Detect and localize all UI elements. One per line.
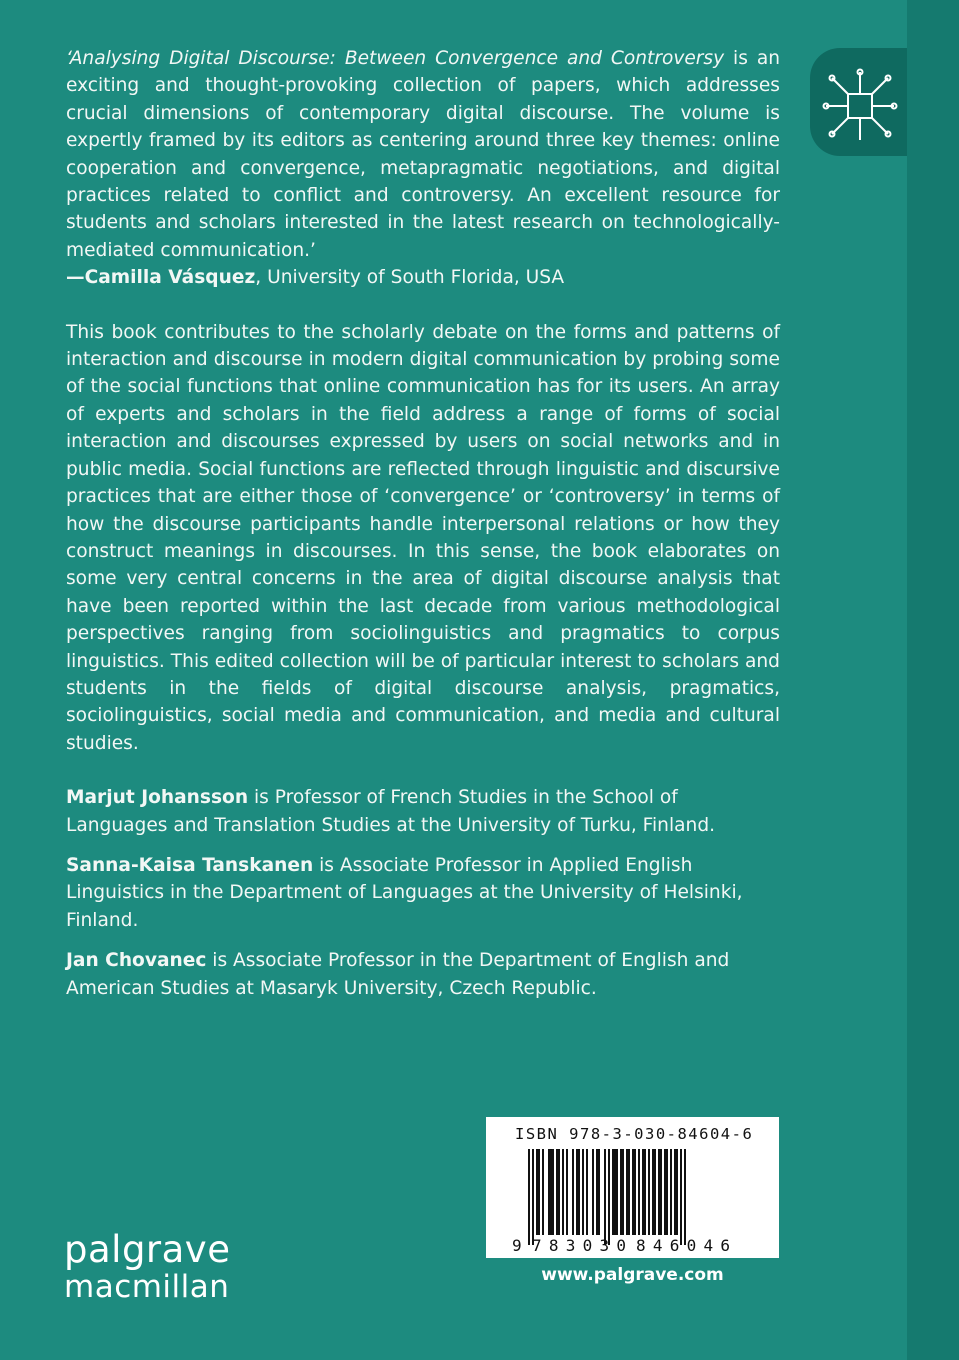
barcode-bar bbox=[528, 1149, 530, 1245]
publisher-url[interactable]: www.palgrave.com bbox=[541, 1265, 724, 1285]
barcode-bar bbox=[536, 1149, 540, 1235]
barcode-bar bbox=[620, 1149, 624, 1235]
barcode-bar bbox=[658, 1149, 662, 1235]
barcode-bar bbox=[612, 1149, 618, 1235]
barcode-bar bbox=[670, 1149, 672, 1235]
editor-name: Sanna-Kaisa Tanskanen bbox=[66, 854, 314, 876]
barcode-bar bbox=[566, 1149, 568, 1235]
quote-attribution bbox=[66, 264, 780, 291]
publisher-url-bar bbox=[486, 1256, 779, 1295]
barcode-bar bbox=[586, 1149, 588, 1235]
barcode-bar bbox=[638, 1149, 640, 1235]
barcode-bar bbox=[684, 1149, 686, 1245]
barcode-bar bbox=[674, 1149, 678, 1235]
barcode-bar bbox=[596, 1149, 600, 1235]
barcode-first-digit: 9 bbox=[512, 1236, 522, 1255]
barcode-left-digits: 783030 bbox=[532, 1236, 626, 1255]
editor-bio bbox=[66, 852, 780, 934]
barcode-bar bbox=[652, 1149, 656, 1235]
palgrave-network-icon bbox=[822, 68, 898, 144]
barcode-bar bbox=[632, 1149, 636, 1235]
barcode-bar bbox=[572, 1149, 574, 1235]
barcode-bar bbox=[582, 1149, 584, 1235]
barcode-bar bbox=[532, 1149, 534, 1245]
barcode-bar bbox=[592, 1149, 594, 1235]
barcode-bar bbox=[542, 1149, 544, 1235]
isbn-barcode bbox=[508, 1147, 758, 1255]
editor-bio-text: is Professor of French Studies in the School of Languages and Translation Studies at the University of Turku, Finland. bbox=[66, 787, 716, 836]
book-description: This book contributes to the scholarly debate on the forms and patterns of interaction and discourse in modern digital communication by probing some of the social functions that online communication has for its users. An array of experts and scholars in the field address a range of forms of social interaction and discourses expressed by users on social networks and in public media. Social functions are reflected through linguistic and discursive practices that are either those of ‘convergence’ or ‘controversy’ in terms of how the discourse participants handle interpersonal relations or how they construct meanings in discourses. In this sense, the book elaborates on some very central concerns in the area of digital discourse analysis that have been reported within the last decade from various methodological perspectives ranging from sociolinguistics and pragmatics to corpus linguistics. This edited collection will be of particular interest to scholars and students in the fields of digital discourse analysis, pragmatics, sociolinguistics, social media and communication, and media and cultural studies. bbox=[66, 321, 780, 754]
publisher-logo-box bbox=[810, 48, 907, 156]
barcode-bar bbox=[556, 1149, 560, 1235]
endorsement-quote bbox=[66, 45, 780, 264]
publisher-wordmark bbox=[64, 1230, 230, 1304]
publisher-name-line1: palgrave bbox=[64, 1228, 231, 1271]
barcode-panel bbox=[486, 1117, 779, 1295]
isbn-label: ISBN 978-3-030-84604-6 bbox=[515, 1125, 754, 1143]
back-cover-text bbox=[66, 45, 780, 1015]
barcode-bar bbox=[648, 1149, 650, 1235]
barcode-bar bbox=[576, 1149, 580, 1235]
barcode-bar bbox=[626, 1149, 630, 1235]
barcode-bar bbox=[664, 1149, 668, 1235]
editor-bio-text: is Associate Professor in Applied English Linguistics in the Department of Languages at the University of Helsinki, Finland. bbox=[66, 854, 743, 931]
barcode-bar bbox=[680, 1149, 682, 1245]
editor-name: Jan Chovanec bbox=[66, 950, 207, 972]
editor-bio bbox=[66, 784, 780, 839]
barcode-right-digits: 846046 bbox=[636, 1236, 730, 1255]
editor-bio-text: is Associate Professor in the Department of English and American Studies at Masaryk University, Czech Republic. bbox=[66, 950, 730, 999]
editor-bio bbox=[66, 947, 780, 1002]
quote-body: is an exciting and thought-provoking collection of papers, which addresses crucial dimensions of contemporary digital discourse. The volume is expertly framed by its editors as centering around three key themes: online cooperation and convergence, metapragmatic negotiations, and digital practices related to conflict and controversy. An excellent resource for students and scholars interested in the latest research on technologically-mediated communication.’ bbox=[66, 48, 780, 261]
quoted-book-title: ‘Analysing Digital Discourse: Between Convergence and Controversy bbox=[66, 48, 725, 69]
barcode-bar bbox=[604, 1149, 606, 1245]
barcode-bar bbox=[642, 1149, 646, 1235]
endorser-name: —Camilla Vásquez bbox=[66, 267, 256, 289]
barcode-bar bbox=[608, 1149, 610, 1245]
endorser-affiliation: , University of South Florida, USA bbox=[255, 267, 565, 289]
barcode-bar bbox=[562, 1149, 564, 1235]
publisher-name-line2: macmillan bbox=[64, 1269, 230, 1305]
editor-name: Marjut Johansson bbox=[66, 787, 249, 809]
book-spine bbox=[907, 0, 959, 1360]
barcode-bar bbox=[548, 1149, 554, 1235]
